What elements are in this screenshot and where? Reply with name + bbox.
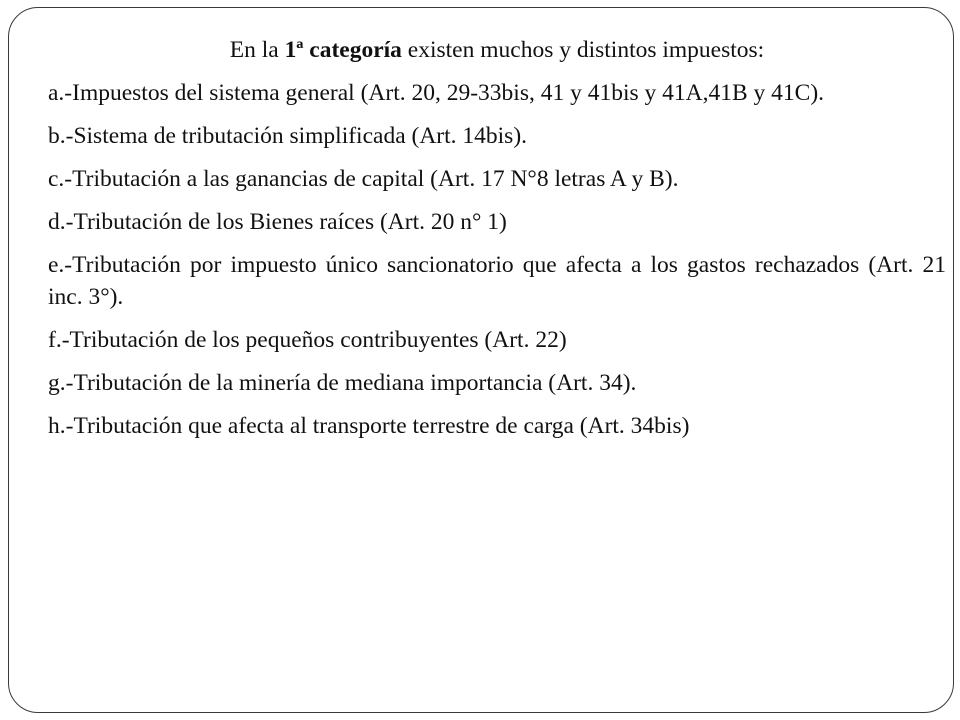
list-item-d: d.-Tributación de los Bienes raíces (Art. 20 n° 1) bbox=[48, 209, 507, 235]
list-item-g: g.-Tributación de la minería de mediana importancia (Art. 34). bbox=[48, 370, 637, 396]
list-item-e: e.-Tributación por impuesto único sancionatorio que afecta a los gastos rechazados (Art. 21 inc. 3°). bbox=[48, 252, 946, 310]
heading-bold-term: 1ª categoría bbox=[284, 37, 402, 63]
list-item-h: h.-Tributación que afecta al transporte terrestre de carga (Art. 34bis) bbox=[48, 413, 690, 439]
heading-suffix: existen muchos y distintos impuestos: bbox=[401, 37, 765, 63]
list-item-a: a.-Impuestos del sistema general (Art. 20, 29-33bis, 41 y 41bis y 41A,41B y 41C). bbox=[48, 80, 825, 106]
list-item-f: f.-Tributación de los pequeños contribuyentes (Art. 22) bbox=[48, 327, 567, 353]
list-item-b: b.-Sistema de tributación simplificada (Art. 14bis). bbox=[48, 123, 528, 149]
slide-heading bbox=[48, 34, 946, 66]
slide-content bbox=[48, 34, 946, 453]
list-item-c: c.-Tributación a las ganancias de capital (Art. 17 N°8 letras A y B). bbox=[48, 166, 679, 192]
heading-prefix: En la bbox=[229, 37, 285, 63]
